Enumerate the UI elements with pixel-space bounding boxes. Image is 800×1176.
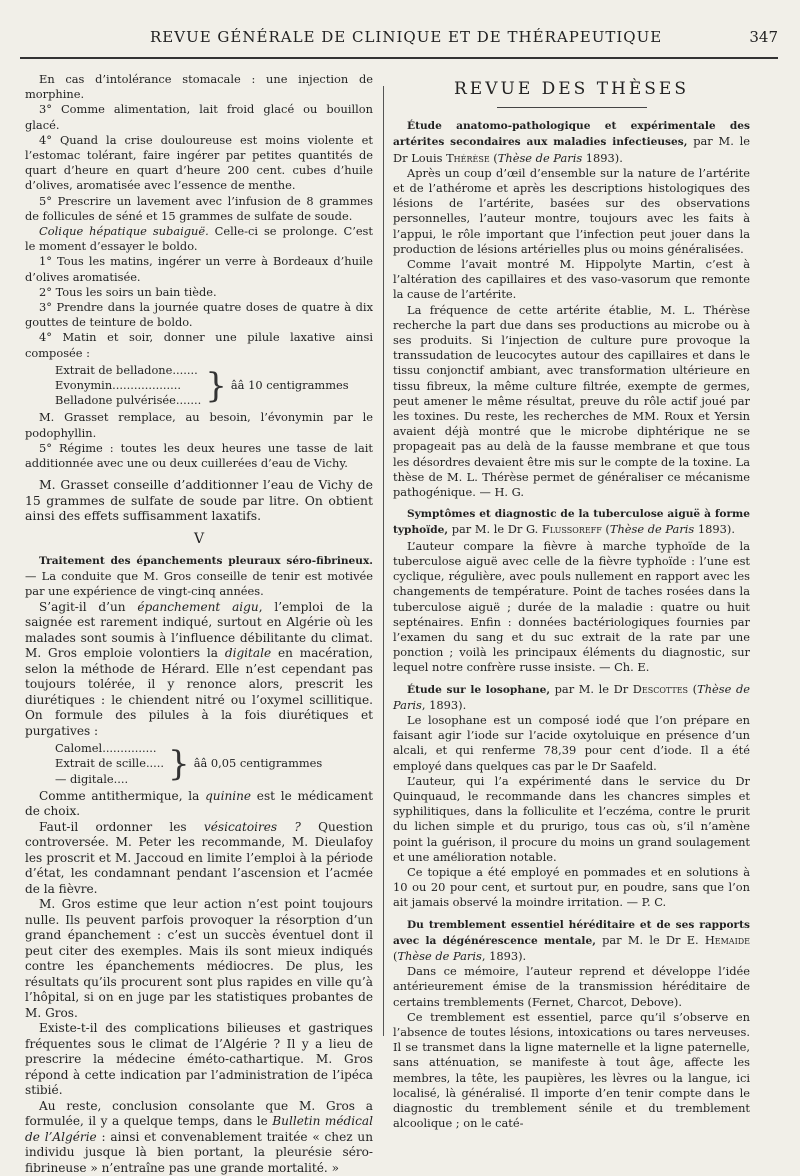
paragraph: En cas d’intolérance stomacale : une injection de morphine. <box>25 72 373 102</box>
prescription-formula-2 <box>55 741 373 787</box>
section-title: Traitement des épanchements pleuraux séro-fibrineux. <box>39 554 373 567</box>
formula-item: Extrait de belladone....... <box>55 362 198 377</box>
formula-item: — digitale.... <box>55 771 129 786</box>
paragraph: L’auteur, qui l’a expérimenté dans le service du Dr Quinquaud, le recommande dans les chancres simples et syphilitiques, dans la folliculite et l’eczéma, contre le prurit du lichen simple et du prurigo, tous cas où, s’il n’amène point la guérison, il procure du moins un grand soulagement et une amélioration notable. <box>393 773 750 864</box>
thesis-citation: Symptômes et diagnostic de la tuberculose aiguë à forme typhoïde, par M. le Dr G. Flussoreff (Thèse de Paris 1893). <box>393 508 750 537</box>
prescription-formula-1 <box>55 363 373 409</box>
paragraph: Faut-il ordonner les vésicatoires ? Question controversée. M. Peter les recommande, M. Dieulafoy les proscrit et M. Jaccoud en limite l’emploi à la période d’état, les condamnant pendant l’ascension et l’acmée de la fièvre. <box>25 819 374 896</box>
brace: } <box>205 365 227 406</box>
paragraph: Comme antithermique, la quinine est le médicament de choix. <box>25 788 373 819</box>
paragraph: Ce topique a été employé en pommades et en solutions à 10 ou 20 pour cent, et surtout pur, en poudre, sans que l’on ait jamais observé la moindre irritation. — P. C. <box>393 864 750 910</box>
paragraph: S’agit-il d’un épanchement aigu, l’emploi de la saignée est rarement indiqué, surtout en Algérie où les malades sont soumis à l’influence débilitante du climat. M. Gros emploie volontiers la digitale en macération, selon la méthode de Hérard. Elle n’est cependant pas toujours tolérée, il y renonce alors, prescrit les diurétiques : le chiendent nitré ou l’oxymel scillitique. On formule des pilules à la fois diurétiques et purgatives : <box>25 599 373 738</box>
column-divider <box>383 86 384 1036</box>
paragraph: M. Gros estime que leur action n’est point toujours nulle. Ils peuvent parfois provoquer la résorption d’un grand épanchement : c’est un succès éventuel dont il peut citer des exemples. Mais ils sont mieux indiqués contre les épanchements médiocres. De plus, les résultats qu’ils procurent sont plus rapides en ville qu’à l’hôpital, si on en juge par les statistiques probantes de M. Gros. <box>25 897 373 1020</box>
running-header <box>20 28 778 52</box>
text: Celle-ci se prolonge. C’est le moment d’essayer le boldo. <box>25 224 373 254</box>
formula-item: Belladone pulvérisée....... <box>55 393 202 408</box>
paragraph: 3° Prendre dans la journée quatre doses de quatre à dix gouttes de teinture de boldo. <box>25 300 373 330</box>
right-column <box>393 72 750 1131</box>
formula-item: Evonymin................... <box>55 378 181 393</box>
formula-dose: ââ 10 centigrammes <box>230 378 349 393</box>
thesis-citation: Étude sur le losophane, par M. le Dr Descottes (Thèse de Paris, 1893). <box>393 681 750 712</box>
paragraph: Ce tremblement est essentiel, parce qu’il s’observe en l’absence de toutes lésions, intoxications ou tares nerveuses. Il se transmet dans la ligne maternelle et la ligne paternelle, sans atténuation, se manifeste à tout âge, affecte les membres, la tête, les paupières, les lèvres ou la langue, ici localisé, là généralisé. Il importe d’en tenir compte dans le diagnostic du tremblement sénile et du tremblement alcoolique ; on le caté- <box>393 1009 750 1131</box>
text: — La conduite que M. Gros conseille de tenir est motivée par une expérience de vingt-cinq années. <box>25 569 373 599</box>
formula-dose: ââ 0,05 centigrammes <box>193 756 323 771</box>
page-number: 347 <box>749 28 778 46</box>
paragraph <box>25 553 373 600</box>
paragraph: 5° Prescrire un lavement avec l’infusion de 8 grammes de follicules de séné et 15 grammes de sulfate de soude. <box>25 193 373 223</box>
paragraph: Après un coup d’œil d’ensemble sur la nature de l’artérite et de l’athérome et après les descriptions histologiques des lésions de l’artérite, basées sur des observations personnelles, l’auteur montre, toujours avec les faits à l’appui, le rôle important que l’infection peut jouer dans la production de lésions artérielles plus ou moins généralisées. <box>393 165 750 256</box>
italic-heading: Colique hépatique subaiguë. <box>39 224 209 239</box>
paragraph: 5° Régime : toutes les deux heures une tasse de lait additionnée avec une ou deux cuillerées d’eau de Vichy. <box>25 440 373 471</box>
paragraph: 4° Quand la crise douloureuse est moins violente et l’estomac tolérant, faire ingérer par petites quantités de quart d’heure en quart d’heure 200 cent. cubes d’huile d’olives, aromatisée avec l’essence de menthe. <box>25 132 373 193</box>
paragraph: 3° Comme alimentation, lait froid glacé ou bouillon glacé. <box>25 102 373 132</box>
paragraph: Comme l’avait montré M. Hippolyte Martin, c’est à l’altération des capillaires et des vaso-vasorum que remonte la cause de l’artérite. <box>393 257 750 302</box>
section-number: V <box>193 530 205 547</box>
left-column <box>25 72 373 1176</box>
formula-item: Extrait de scille..... <box>55 756 165 771</box>
journal-title: REVUE GÉNÉRALE DE CLINIQUE ET DE THÉRAPEUTIQUE <box>150 28 663 46</box>
paragraph: 2° Tous les soirs un bain tiède. <box>39 284 217 299</box>
section-heading: REVUE DES THÈSES <box>454 79 689 99</box>
paragraph: 4° Matin et soir, donner une pilule laxative ainsi composée : <box>25 330 373 360</box>
heading-rule <box>497 107 647 108</box>
paragraph: L’auteur compare la fièvre à marche typhoïde de la tuberculose aiguë avec celle de la fièvre typhoïde : l’une est cyclique, régulière, avec pouls nullement en rapport avec les changements de température. Point de taches rosées dans la tuberculose aiguë ; durée de la maladie : quatre ou huit septénaires. Enfin : données bactériologiques fournies par l’examen du sang et du suc extrait de la rate par une ponction ; voilà les principaux éléments du diagnostic, sur lequel notre confrère russe insiste. — Ch. E. <box>393 538 750 675</box>
paragraph: M. Grasset conseille d’additionner l’eau de Vichy de 15 grammes de sulfate de soude par litre. On obtient ainsi des effets suffisamment laxatifs. <box>25 477 373 524</box>
thesis-citation: Étude anatomo-pathologique et expérimentale des artérites secondaires aux maladies infectieuses, par M. le Dr Louis Thérèse (Thèse de Paris 1893). <box>393 120 751 165</box>
paragraph: La fréquence de cette artérite établie, M. L. Thérèse recherche la part due dans ses productions au microbe ou à ses produits. Si l’injection de culture pure provoque la transsudation de leucocytes autour des capillaires et dans le tissu conjonctif ambiant, avec transformation ultérieure en tissu fibreux, la même culture filtrée, exempte de germes, peut amener le même résultat, preuve du rôle actif joué par les toxines. Du reste, les recherches de MM. Roux et Yersin avaient déjà montré que le microbe diphtérique ne se propageait pas au delà de la fausse membrane et que tous les désordres devaient être mis sur le compte de la toxine. La thèse de M. L. Thérèse permet de généraliser ce mécanisme pathogénique. — H. G. <box>393 302 750 500</box>
formula-item: Calomel............... <box>55 741 157 756</box>
paragraph <box>25 224 373 254</box>
paragraph: Dans ce mémoire, l’auteur reprend et développe l’idée antérieurement émise de la transmission héréditaire de certains tremblements (Fernet, Charcot, Debove). <box>393 964 750 1009</box>
brace: } <box>168 743 190 784</box>
paragraph: Au reste, conclusion consolante que M. Gros a formulée, il y a quelque temps, dans le Bulletin médical de l’Algérie : ainsi et convenablement traitée « chez un individu jusque là bien portant, la pleurésie séro-fibrineuse » n’entraîne pas une grande mortalité. » <box>25 1098 373 1175</box>
thesis-citation: Du tremblement essentiel héréditaire et de ses rapports avec la dégénérescence mentale, par M. le Dr E. Hemaide (Thèse de Paris, 1893). <box>393 918 750 963</box>
paragraph: Le losophane est un composé iodé que l’on prépare en faisant agir l’iode sur l’acide oxytoluique en présence d’un alcali, et qui renferme 78,39 pour cent d’iode. Il a été employé dans quelques cas par le Dr Saafeld. <box>393 712 750 773</box>
header-rule <box>20 57 778 59</box>
paragraph: 1° Tous les matins, ingérer un verre à Bordeaux d’huile d’olives aromatisée. <box>25 254 373 284</box>
paragraph: M. Grasset remplace, au besoin, l’évonymin par le podophyllin. <box>25 410 373 440</box>
paragraph: Existe-t-il des complications bilieuses et gastriques fréquentes sous le climat de l’Algérie ? Il y a lieu de prescrire la médecine éméto-cathartique. M. Gros répond à cette indication par l’administration de l’ipéca stibié. <box>25 1021 373 1098</box>
